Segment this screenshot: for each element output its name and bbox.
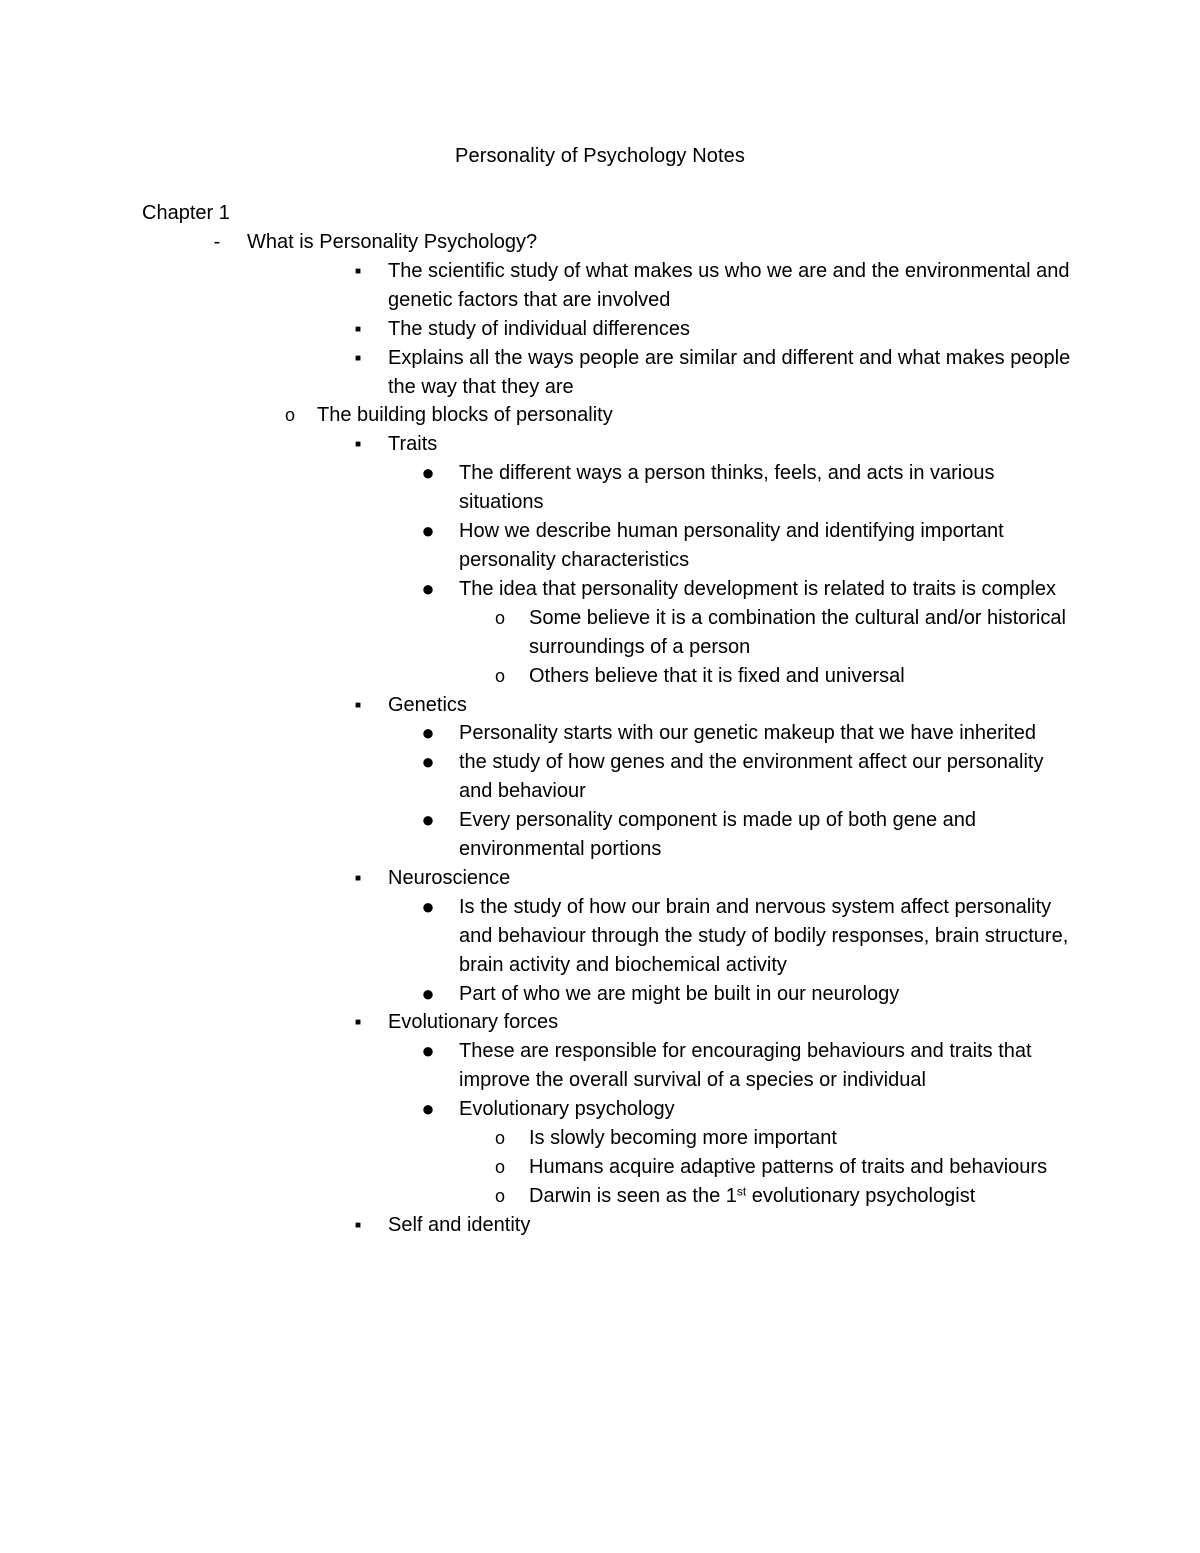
square-bullet: ■ — [354, 352, 362, 364]
list-item — [142, 257, 1082, 315]
list-item-traits — [142, 430, 1082, 459]
section-heading: The building blocks of personality — [317, 404, 613, 427]
dot-bullet: ● — [421, 1038, 435, 1064]
circle-bullet: o — [494, 1157, 505, 1177]
list-item — [142, 315, 1082, 344]
list-item — [142, 806, 1082, 864]
document-title: Personality of Psychology Notes — [455, 145, 745, 167]
list-item-darwin — [142, 1182, 1082, 1211]
list-item — [142, 575, 1082, 604]
list-item-text: Humans acquire adaptive patterns of traits and behaviours — [529, 1156, 1048, 1178]
darwin-text-after: evolutionary psychologist — [746, 1184, 976, 1207]
list-item-genetics — [142, 691, 1082, 720]
list-item-text: The study of individual differences — [388, 317, 691, 340]
list-item — [142, 893, 1082, 980]
list-item — [142, 459, 1082, 517]
list-item-evolutionary-forces — [142, 1008, 1082, 1037]
topic-label: Self and identity — [388, 1213, 531, 1236]
chapter-heading: Chapter 1 — [142, 202, 230, 224]
list-item-self-identity — [142, 1211, 1082, 1240]
square-bullet: ■ — [354, 699, 362, 711]
list-item — [142, 1124, 1082, 1153]
dot-bullet: ● — [421, 749, 435, 775]
list-item — [142, 719, 1082, 748]
square-bullet: ■ — [354, 265, 362, 277]
list-item-text: The different ways a person thinks, feels, and acts in various situations — [459, 462, 995, 514]
square-bullet: ■ — [354, 1017, 362, 1029]
dot-bullet: ● — [421, 980, 435, 1006]
list-item-text: Every personality component is made up of both gene and environmental portions — [459, 809, 976, 861]
list-item — [142, 748, 1082, 806]
list-item-text: The idea that personality development is related to traits is complex — [459, 577, 1056, 600]
list-item-text: How we describe human personality and identifying important personality characteristics — [459, 520, 1004, 571]
list-item-text: Evolutionary psychology — [459, 1098, 675, 1121]
list-item-text: the study of how genes and the environment affect our personality and behaviour — [459, 751, 1044, 803]
list-item-text: Part of who we are might be built in our neurology — [459, 982, 900, 1005]
topic-label: Traits — [388, 433, 438, 456]
square-bullet: ■ — [354, 323, 362, 335]
list-item-text: The scientific study of what makes us who we are and the environmental and genetic factors that are involved — [388, 259, 1070, 311]
list-item-text: Personality starts with our genetic makeup that we have inherited — [459, 722, 1036, 745]
dot-bullet: ● — [421, 575, 435, 601]
list-item — [142, 344, 1082, 402]
dot-bullet: ● — [421, 720, 435, 746]
darwin-text-before: Darwin is seen as the 1 — [529, 1184, 737, 1207]
dot-bullet: ● — [421, 807, 435, 833]
dash-bullet: - — [213, 231, 221, 253]
document-body — [142, 199, 1082, 1240]
list-item-neuroscience — [142, 864, 1082, 893]
list-item — [142, 662, 1082, 691]
circle-bullet: o — [494, 1185, 505, 1206]
list-item — [142, 1095, 1082, 1124]
list-item — [142, 1153, 1082, 1182]
list-item-text: Is slowly becoming more important — [529, 1127, 837, 1150]
list-item-text: These are responsible for encouraging behaviours and traits that improve the overall survival of a species or individual — [459, 1040, 1032, 1092]
list-item — [142, 980, 1082, 1009]
circle-bullet: o — [284, 405, 295, 426]
list-item-text — [529, 1182, 1082, 1211]
list-item — [142, 1037, 1082, 1095]
outline-list — [142, 228, 1082, 1240]
circle-bullet: o — [494, 665, 505, 686]
topic-label: Evolutionary forces — [388, 1011, 559, 1034]
list-item-what-is — [142, 228, 1082, 257]
list-item-text: Explains all the ways people are similar and different and what makes people the way that they are — [388, 346, 1071, 398]
square-bullet: ■ — [354, 872, 362, 884]
list-item — [142, 517, 1082, 575]
square-bullet: ■ — [354, 439, 362, 451]
dot-bullet: ● — [421, 460, 435, 486]
list-item-building-blocks — [142, 401, 1082, 430]
list-item — [142, 604, 1082, 662]
dot-bullet: ● — [421, 1096, 435, 1122]
topic-label: Genetics — [388, 693, 467, 716]
square-bullet: ■ — [354, 1219, 362, 1231]
circle-bullet: o — [494, 607, 505, 628]
list-item-text: Some believe it is a combination the cultural and/or historical surroundings of a person — [529, 606, 1066, 658]
topic-label: Neuroscience — [388, 866, 511, 889]
circle-bullet: o — [494, 1128, 505, 1149]
ordinal-superscript: st — [736, 1184, 747, 1199]
list-item-text: Is the study of how our brain and nervous system affect personality and behaviour through the study of bodily responses, brain structure, brain activity and biochemical activity — [459, 895, 1069, 976]
section-heading: What is Personality Psychology? — [247, 231, 538, 253]
dot-bullet: ● — [421, 518, 435, 544]
list-item-text: Others believe that it is fixed and universal — [529, 664, 905, 687]
dot-bullet: ● — [421, 893, 435, 919]
